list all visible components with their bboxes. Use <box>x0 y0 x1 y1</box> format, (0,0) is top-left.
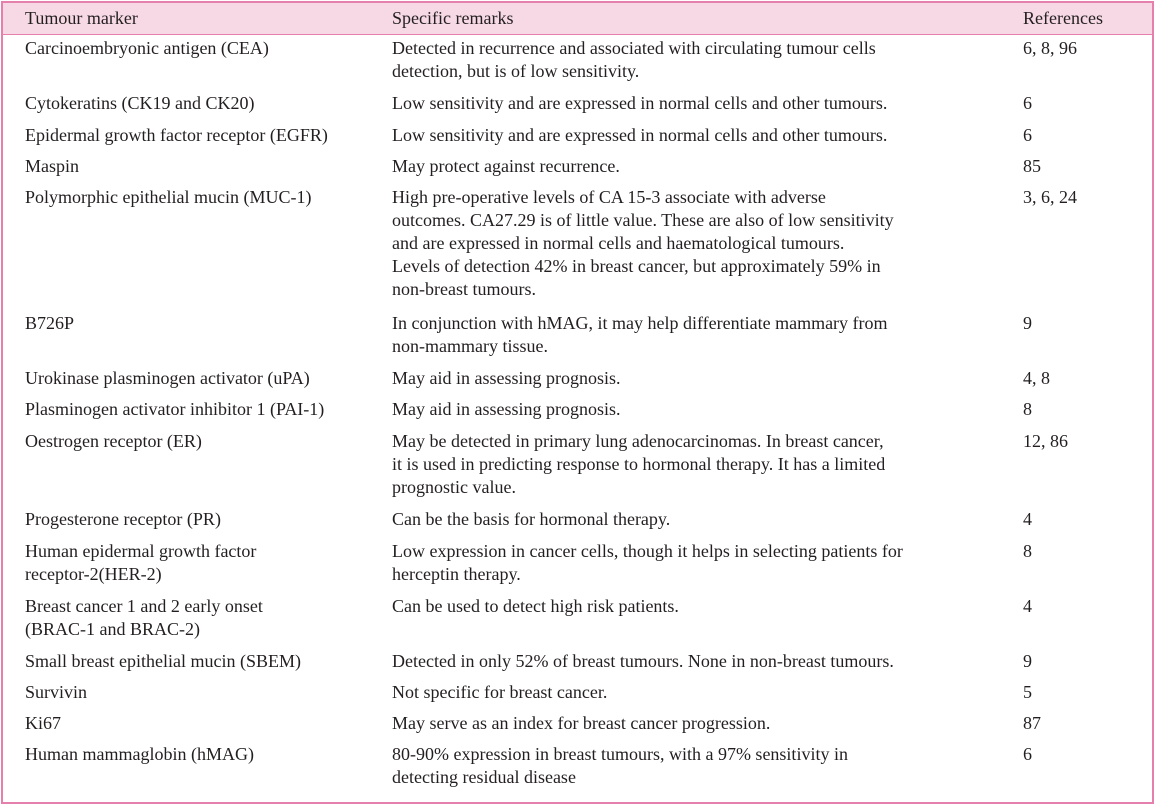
marker-cell: Human epidermal growth factor receptor-2(HER-2) <box>25 541 257 584</box>
remarks-cell: In conjunction with hMAG, it may help differentiate mammary from non-mammary tissue. <box>392 313 888 356</box>
marker-cell: Small breast epithelial mucin (SBEM) <box>25 651 301 671</box>
references-cell: 8 <box>1023 399 1032 419</box>
remarks-cell: May serve as an index for breast cancer progression. <box>392 713 771 733</box>
remarks-cell: Low expression in cancer cells, though it helps in selecting patients for herceptin therapy. <box>392 541 903 584</box>
references-cell: 6 <box>1023 93 1032 113</box>
references-cell: 6, 8, 96 <box>1023 38 1077 58</box>
references-cell: 3, 6, 24 <box>1023 187 1077 207</box>
references-cell: 8 <box>1023 541 1032 561</box>
remarks-cell: Low sensitivity and are expressed in normal cells and other tumours. <box>392 93 888 113</box>
references-cell: 4, 8 <box>1023 368 1050 388</box>
marker-cell: Polymorphic epithelial mucin (MUC-1) <box>25 187 312 207</box>
remarks-cell: Detected in only 52% of breast tumours. None in non-breast tumours. <box>392 651 894 671</box>
remarks-cell: May aid in assessing prognosis. <box>392 399 621 419</box>
references-cell: 9 <box>1023 651 1032 671</box>
marker-cell: Carcinoembryonic antigen (CEA) <box>25 38 269 58</box>
remarks-cell: Can be the basis for hormonal therapy. <box>392 509 671 529</box>
references-cell: 4 <box>1023 596 1032 616</box>
header-references: References <box>1023 8 1103 28</box>
remarks-cell: May be detected in primary lung adenocarcinomas. In breast cancer, it is used in predicting response to hormonal therapy. It has a limited prognostic value. <box>392 431 886 497</box>
table-header <box>3 3 1152 35</box>
references-cell: 6 <box>1023 125 1032 145</box>
marker-cell: Ki67 <box>25 713 61 733</box>
references-cell: 5 <box>1023 682 1032 702</box>
marker-cell: Human mammaglobin (hMAG) <box>25 744 254 764</box>
remarks-cell: Can be used to detect high risk patients. <box>392 596 679 616</box>
references-cell: 12, 86 <box>1023 431 1068 451</box>
remarks-cell: High pre-operative levels of CA 15-3 associate with adverse outcomes. CA27.29 is of little value. These are also of low sensitivity and are expressed in normal cells and haematological tumours. Levels of detection 42% in breast cancer, but approximately 59% in non-breast tumours. <box>392 187 894 299</box>
marker-cell: Epidermal growth factor receptor (EGFR) <box>25 125 328 145</box>
marker-cell: Survivin <box>25 682 88 702</box>
remarks-cell: Not specific for breast cancer. <box>392 682 608 702</box>
marker-cell: Maspin <box>25 156 79 176</box>
remarks-cell: 80-90% expression in breast tumours, with a 97% sensitivity in detecting residual disease <box>392 744 848 787</box>
marker-cell: Cytokeratins (CK19 and CK20) <box>25 93 255 113</box>
remarks-cell: Detected in recurrence and associated with circulating tumour cells detection, but is of low sensitivity. <box>392 38 876 81</box>
marker-cell: B726P <box>25 313 75 333</box>
remarks-cell: May protect against recurrence. <box>392 156 620 176</box>
references-cell: 85 <box>1023 156 1041 176</box>
remarks-cell: Low sensitivity and are expressed in normal cells and other tumours. <box>392 125 888 145</box>
marker-cell: Urokinase plasminogen activator (uPA) <box>25 368 310 388</box>
remarks-cell: May aid in assessing prognosis. <box>392 368 621 388</box>
header-tumour-marker: Tumour marker <box>25 8 138 28</box>
header-specific-remarks: Specific remarks <box>392 8 514 28</box>
references-cell: 9 <box>1023 313 1032 333</box>
marker-cell: Breast cancer 1 and 2 early onset (BRAC-1 and BRAC-2) <box>25 596 263 639</box>
table-frame <box>1 1 1154 804</box>
marker-cell: Oestrogen receptor (ER) <box>25 431 202 451</box>
references-cell: 87 <box>1023 713 1041 733</box>
marker-cell: Progesterone receptor (PR) <box>25 509 221 529</box>
references-cell: 4 <box>1023 509 1032 529</box>
references-cell: 6 <box>1023 744 1032 764</box>
marker-cell: Plasminogen activator inhibitor 1 (PAI-1) <box>25 399 325 419</box>
